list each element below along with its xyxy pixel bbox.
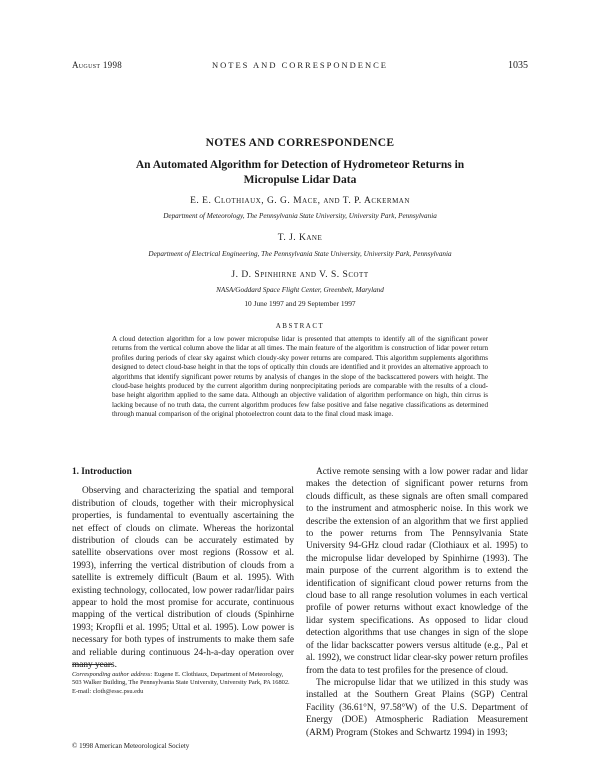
running-header-date: August 1998 (72, 60, 123, 70)
received-dates: 10 June 1997 and 29 September 1997 (244, 299, 356, 308)
abstract-heading: ABSTRACT (275, 322, 325, 330)
affiliation-3: NASA/Goddard Space Flight Center, Greenbelt, Maryland (216, 286, 384, 294)
intro-paragraph-3: The micropulse lidar that we utilized in this study was installed at the Southern Great Plains (SGP) Central Facility (36.61°N, 97.58°W) of the U.S. Department of Energy (DOE) Atmospheric Radiation Measurement (ARM) Program (Stokes and Schwartz 1994) in 1993; (306, 677, 528, 738)
right-column (306, 466, 528, 739)
author-group-3: J. D. Spinhirne and V. S. Scott (231, 270, 369, 280)
footnote (72, 671, 294, 696)
author-group-1: E. E. Clothiaux, G. G. Mace, and T. P. Ackerman (190, 196, 410, 206)
copyright-notice: © 1998 American Meteorological Society (72, 742, 190, 750)
intro-paragraph-2: Active remote sensing with a low power radar and lidar makes the detection of significant power returns from clouds difficult, as these signals are often small compared to the instrument and atmospheric noise. In this work we describe the extension of an algorithm that we first applied to the power returns from The Pennsylvania State University 94-GHz cloud radar (Clothiaux et al. 1995) to the micropulse lidar developed by Spinhirne (1993). The main purpose of the current algorithm is to extend the identification of significant cloud power returns from the cloud base to all range resolution volumes in each vertical profile of power returns without exact knowledge of the lidar system specifications. As opposed to lidar cloud detection algorithms that use changes in sign of the slope of the lidar backscatter powers versus altitude (e.g., Pal et al. 1992), we construct lidar clear-sky power return profiles from the data to test profiles for the presence of cloud. (306, 467, 528, 676)
footnote-email: E-mail: cloth@essc.psu.edu (72, 687, 144, 695)
affiliation-2: Department of Electrical Engineering, The Pennsylvania State University, University Park, Pennsylvania (148, 250, 452, 258)
abstract-text: A cloud detection algorithm for a low power micropulse lidar is presented that attempts to identify all of the significant power returns from the vertical column above the lidar at all times. The main feature of the algorithm is construction of lidar power return profiles during periods of clear sky against which cloudy-sky power returns are compared. This algorithm supplements algorithms designed to detect cloud-base height in that the tops of optically thin clouds are identified and it provides an alternative approach to algorithms that identify significant power returns by analysis of changes in the slope of the backscattered powers with height. The cloud-base heights produced by the current algorithm during nonprecipitating periods are comparable with the results of a cloud-base height algorithm applied to the same data. Although an objective validation of algorithm performance on high, thin cirrus is lacking because of no truth data, the current algorithm produces few false positive and false negative classifications as determined through manual comparison of the original photoelectron count data to the final cloud mask image. (112, 335, 488, 419)
section-heading-introduction: 1. Introduction (72, 467, 132, 477)
page-number: 1035 (508, 60, 528, 71)
left-column (72, 466, 294, 672)
footnote-address (72, 671, 294, 688)
footnote-rule (72, 664, 112, 665)
paper-title (60, 158, 540, 188)
footnote-label: Corresponding author address: (72, 671, 153, 678)
section-title: NOTES AND CORRESPONDENCE (205, 137, 395, 149)
intro-paragraph-1: Observing and characterizing the spatial and temporal distribution of clouds, together with their microphysical properties, is fundamental to eventually ascertaining the net effect of clouds on climate. Whereas the horizontal distribution of clouds can be accurately estimated by satellite observations over most regions (Rossow et al. 1993), inferring the vertical distribution of clouds from a satellite is extremely difficult (Baum et al. 1995). With existing technology, collocated, low power radar/lidar pairs appear to hold the most promise for accurate, continuous mapping of the vertical distribution of clouds (Spinhirne 1993; Kropfli et al. 1995; Uttal et al. 1995). Low power is necessary for both types of instruments to make them safe and reliable during continuous 24-h-a-day operation over many years. (72, 486, 294, 671)
paper-title-line-1: An Automated Algorithm for Detection of Hydrometeor Returns in (135, 159, 465, 171)
running-header-section: NOTES AND CORRESPONDENCE (212, 60, 388, 70)
paper-title-line-2: Micropulse Lidar Data (243, 174, 357, 186)
affiliation-1: Department of Meteorology, The Pennsylvania State University, University Park, Pennsylvania (163, 212, 437, 220)
author-group-2: T. J. Kane (277, 233, 323, 243)
footnote-text: Eugene E. Clothiaux, Department of Meteorology, 503 Walker Building, The Pennsylvania State University, University Park, PA 16802. (72, 671, 290, 687)
